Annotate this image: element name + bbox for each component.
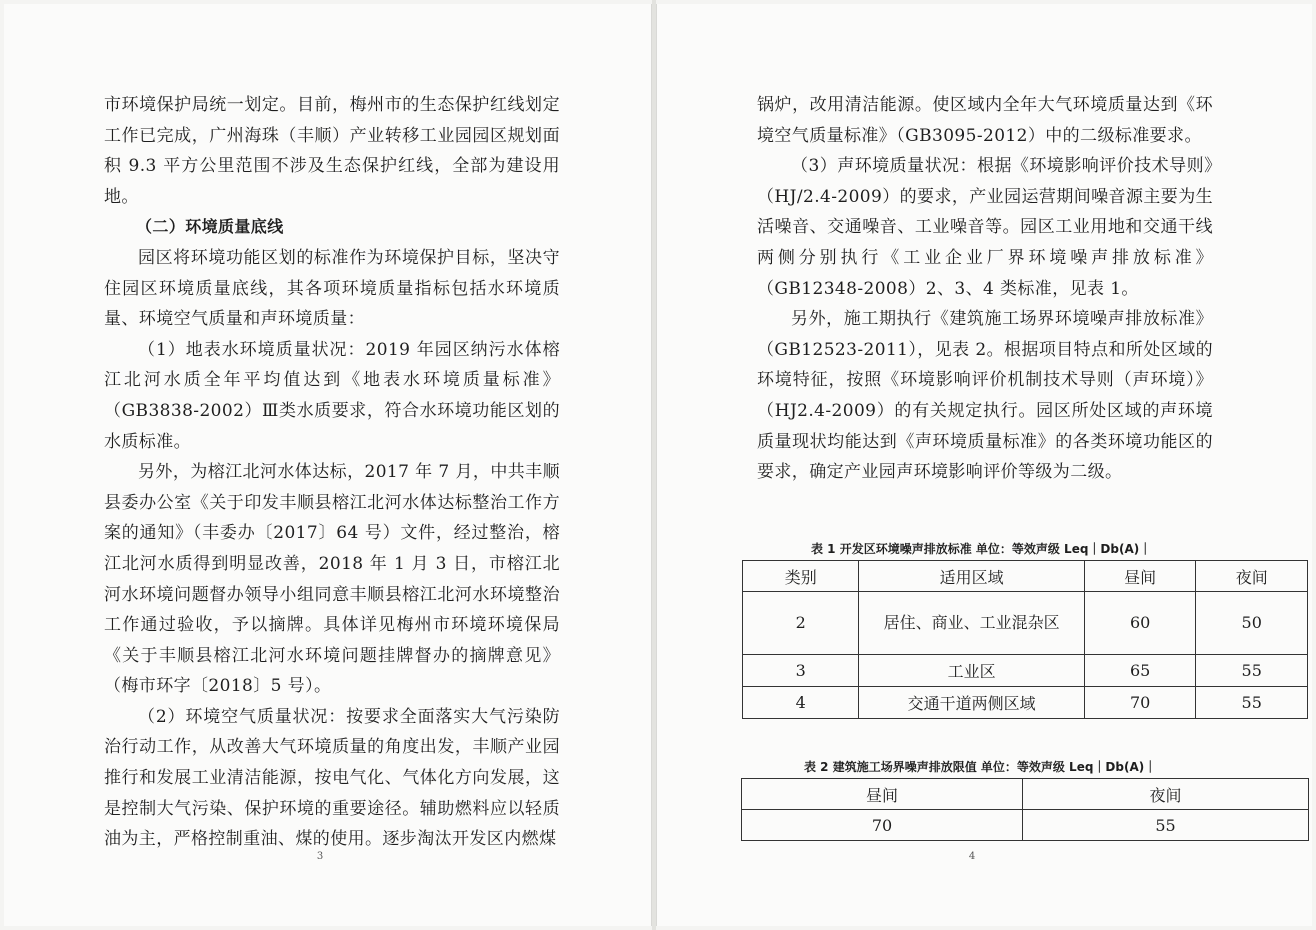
right-page-text — [757, 90, 1213, 488]
construction-noise-table — [741, 778, 1309, 841]
table-header-row — [742, 779, 1309, 810]
cell-day: 65 — [1084, 655, 1196, 687]
table-header-row — [743, 561, 1308, 592]
cell-day: 70 — [742, 810, 1023, 841]
cell-day: 70 — [1084, 687, 1196, 719]
page-3 — [4, 4, 652, 926]
header-day: 昼间 — [1084, 561, 1196, 592]
table-row — [742, 810, 1309, 841]
paragraph-noise-quality: （3）声环境质量状况：根据《环境影响评价技术导则》（HJ/2.4-2009）的要求，产业园运营期间噪音源主要为生活噪音、交通噪音、工业噪音等。园区工业用地和交通干线两侧分别执行《工业企业厂界环境噪声排放标准》（GB12348-2008）2、3、4 类标准，见表 1。 — [757, 156, 1213, 299]
cell-area: 交通干道两侧区域 — [859, 687, 1085, 719]
paragraph-construction-noise: 另外，施工期执行《建筑施工场界环境噪声排放标准》（GB12523-2011），见表 2。根据项目特点和所处区域的环境特征，按照《环境影响评价机制技术导则（声环境）》（HJ2.4-2009）的有关规定执行。园区所处区域的声环境质量现状均能达到《声环境质量标准》的各类环境功能区的要求，确定产业园声环境影响评价等级为二级。 — [757, 309, 1213, 483]
cell-night: 50 — [1196, 592, 1308, 655]
paragraph-baseline-intro: 园区将环境功能区划的标准作为环境保护目标，坚决守住园区环境质量底线，其各项环境质量指标包括水环境质量、环境空气质量和声环境质量： — [104, 247, 560, 330]
table1-caption: 表 1 开发区环境噪声排放标准 单位：等效声级 Leq｜Db(A)｜ — [811, 542, 1152, 556]
header-area: 适用区域 — [859, 561, 1085, 592]
table-row — [743, 592, 1308, 655]
left-page-text — [104, 90, 560, 855]
paragraph-surface-water: （1）地表水环境质量状况：2019 年园区纳污水体榕江北河水质全年平均值达到《地表水环境质量标准》（GB3838-2002）Ⅲ类水质要求，符合水环境功能区划的水质标准。 — [104, 339, 560, 452]
paragraph-boiler: 锅炉，改用清洁能源。使区域内全年大气环境质量达到《环境空气质量标准》（GB3095-2012）中的二级标准要求。 — [757, 95, 1213, 146]
paragraph-air-quality: （2）环境空气质量状况：按要求全面落实大气污染防治行动工作，从改善大气环境质量的角度出发，丰顺产业园推行和发展工业清洁能源，按电气化、气体化方向发展，这是控制大气污染、保护环境的重要途径。辅助燃料应以轻质油为主，严格控制重油、煤的使用。逐步淘汰开发区内燃煤 — [104, 706, 560, 850]
table-row — [743, 687, 1308, 719]
header-night: 夜间 — [1023, 779, 1309, 810]
cell-category: 4 — [743, 687, 859, 719]
page-4 — [656, 4, 1312, 926]
cell-day: 60 — [1084, 592, 1196, 655]
cell-night: 55 — [1196, 687, 1308, 719]
cell-category: 2 — [743, 592, 859, 655]
paragraph-river-remediation: 另外，为榕江北河水体达标，2017 年 7 月，中共丰顺县委办公室《关于印发丰顺县榕江北河水体达标整治工作方案的通知》（丰委办〔2017〕64 号）文件，经过整治，榕江北河水质得到明显改善，2018 年 1 月 3 日，市榕江北河水环境问题督办领导小组同意丰顺县榕江北河水环境整治工作通过验收，予以摘牌。具体详见梅州市环境环境保局《关于丰顺县榕江北河水环境问题挂牌督办的摘牌意见》（梅市环字〔2018〕5 号）。 — [104, 462, 560, 697]
table2-caption: 表 2 建筑施工场界噪声排放限值 单位：等效声级 Leq｜Db(A)｜ — [804, 760, 1157, 774]
paragraph-red-line: 市环境保护局统一划定。目前，梅州市的生态保护红线划定工作已完成，广州海珠（丰顺）产业转移工业园园区规划面积 9.3 平方公里范围不涉及生态保护红线，全部为建设用地。 — [104, 95, 560, 207]
section-heading-quality-baseline: （二）环境质量底线 — [136, 217, 284, 237]
cell-area: 居住、商业、工业混杂区 — [859, 592, 1085, 655]
noise-standard-table — [742, 560, 1308, 719]
cell-area: 工业区 — [859, 655, 1085, 687]
header-night: 夜间 — [1196, 561, 1308, 592]
header-category: 类别 — [743, 561, 859, 592]
cell-night: 55 — [1023, 810, 1309, 841]
page-number: 3 — [316, 851, 324, 862]
cell-category: 3 — [743, 655, 859, 687]
header-day: 昼间 — [742, 779, 1023, 810]
cell-night: 55 — [1196, 655, 1308, 687]
table-row — [743, 655, 1308, 687]
page-number: 4 — [968, 851, 976, 862]
